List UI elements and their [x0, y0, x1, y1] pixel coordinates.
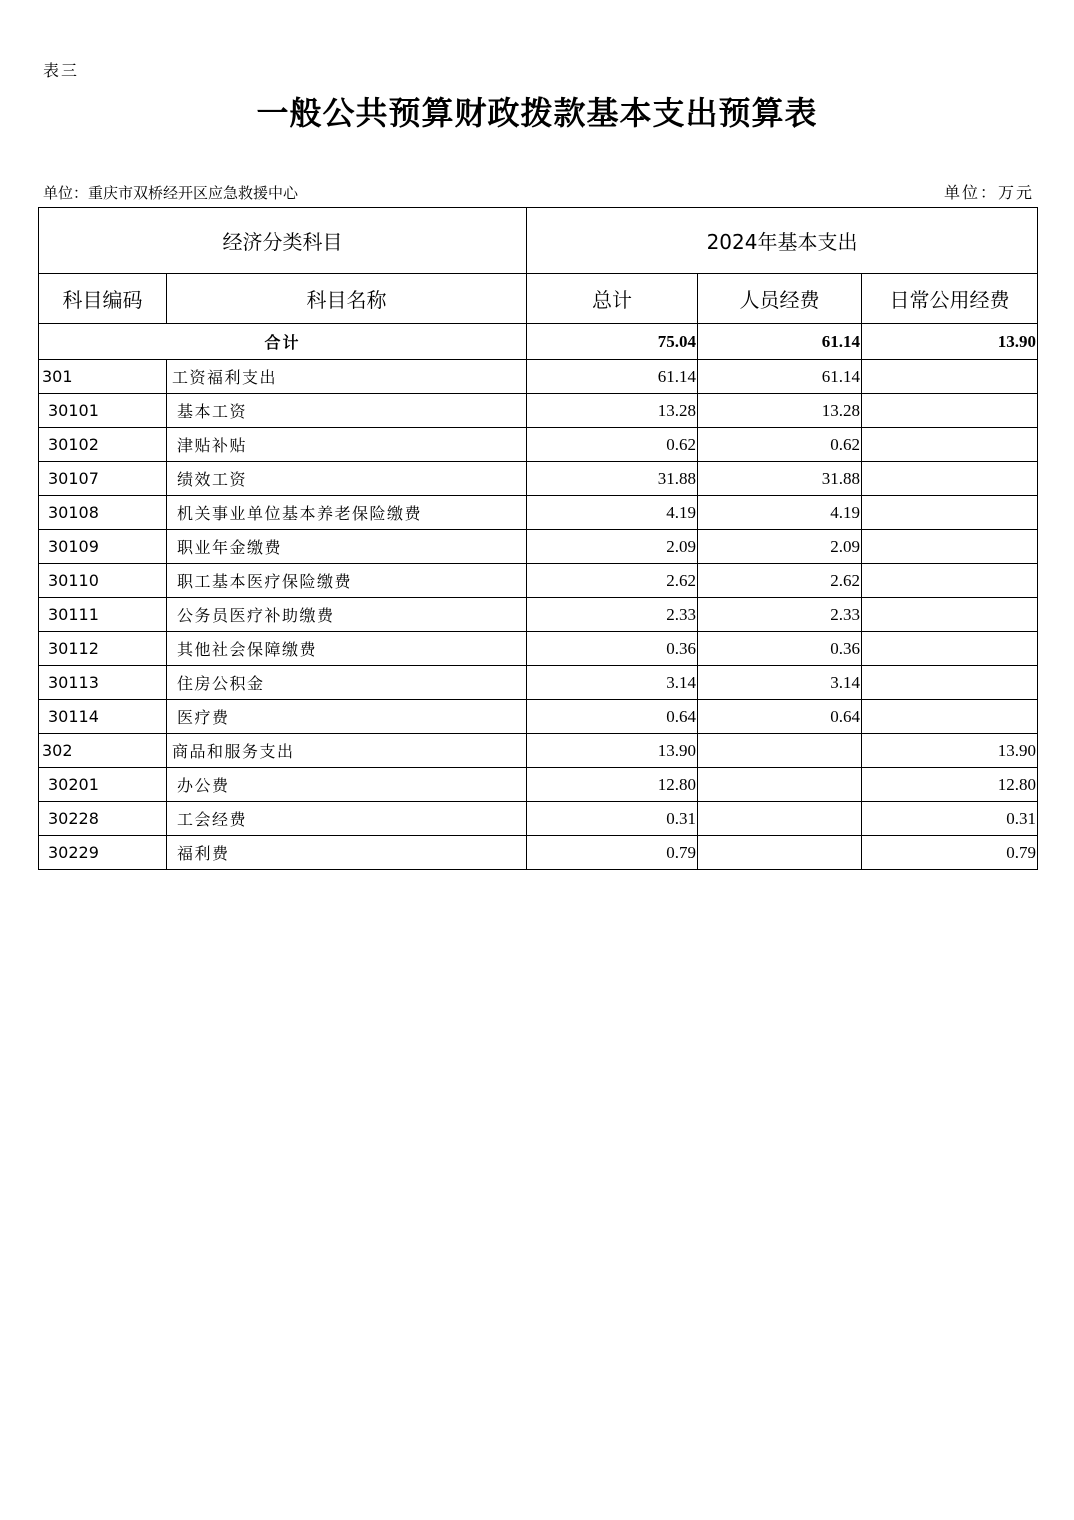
total-public: 13.90	[862, 324, 1038, 360]
table-row	[39, 530, 1038, 564]
row-code: 30113	[39, 666, 167, 700]
unit-currency: 单位：万元	[943, 183, 1034, 202]
row-public	[862, 496, 1038, 530]
table-row	[39, 462, 1038, 496]
row-name: 办公费	[167, 768, 527, 802]
row-name: 公务员医疗补助缴费	[167, 598, 527, 632]
row-code: 30110	[39, 564, 167, 598]
row-total: 2.09	[527, 530, 698, 564]
row-total: 0.64	[527, 700, 698, 734]
row-public: 0.31	[862, 802, 1038, 836]
row-total: 0.79	[527, 836, 698, 870]
row-total: 13.90	[527, 734, 698, 768]
header-total: 总计	[527, 274, 698, 324]
row-personnel: 13.28	[698, 394, 862, 428]
table-row	[39, 632, 1038, 666]
row-personnel: 0.36	[698, 632, 862, 666]
row-code: 30102	[39, 428, 167, 462]
row-personnel: 2.62	[698, 564, 862, 598]
row-personnel	[698, 768, 862, 802]
total-row	[39, 324, 1038, 360]
table-row	[39, 768, 1038, 802]
row-public	[862, 394, 1038, 428]
row-name: 医疗费	[167, 700, 527, 734]
row-name: 绩效工资	[167, 462, 527, 496]
total-sum: 75.04	[527, 324, 698, 360]
header-column-row	[39, 274, 1038, 324]
row-total: 61.14	[527, 360, 698, 394]
table-row	[39, 598, 1038, 632]
row-name: 基本工资	[167, 394, 527, 428]
row-public	[862, 598, 1038, 632]
row-name: 工会经费	[167, 802, 527, 836]
row-name: 其他社会保障缴费	[167, 632, 527, 666]
row-total: 0.62	[527, 428, 698, 462]
table-row	[39, 666, 1038, 700]
row-public	[862, 700, 1038, 734]
row-public	[862, 666, 1038, 700]
table-row	[39, 394, 1038, 428]
unit-organization: 单位：重庆市双桥经开区应急救援中心	[43, 184, 299, 202]
row-personnel: 2.09	[698, 530, 862, 564]
row-personnel: 4.19	[698, 496, 862, 530]
table-row	[39, 428, 1038, 462]
table-row	[39, 360, 1038, 394]
table-number: 表三	[43, 61, 80, 80]
header-basic-expenditure: 2024年基本支出	[527, 208, 1038, 274]
row-public: 13.90	[862, 734, 1038, 768]
header-personnel: 人员经费	[698, 274, 862, 324]
row-code: 30229	[39, 836, 167, 870]
row-code: 30101	[39, 394, 167, 428]
row-name: 津贴补贴	[167, 428, 527, 462]
row-code: 302	[39, 734, 167, 768]
header-group-row	[39, 208, 1038, 274]
table-row	[39, 836, 1038, 870]
row-code: 30228	[39, 802, 167, 836]
row-personnel: 0.62	[698, 428, 862, 462]
table-row	[39, 700, 1038, 734]
row-public: 12.80	[862, 768, 1038, 802]
header-public: 日常公用经费	[862, 274, 1038, 324]
row-code: 30201	[39, 768, 167, 802]
row-total: 4.19	[527, 496, 698, 530]
row-personnel	[698, 734, 862, 768]
row-total: 13.28	[527, 394, 698, 428]
page-title: 一般公共预算财政拨款基本支出预算表	[256, 94, 818, 132]
row-personnel	[698, 802, 862, 836]
row-name: 福利费	[167, 836, 527, 870]
table-row	[39, 734, 1038, 768]
row-name: 工资福利支出	[167, 360, 527, 394]
row-code: 30107	[39, 462, 167, 496]
row-public	[862, 462, 1038, 496]
row-name: 商品和服务支出	[167, 734, 527, 768]
table-row	[39, 496, 1038, 530]
row-public	[862, 428, 1038, 462]
row-public: 0.79	[862, 836, 1038, 870]
header-code: 科目编码	[39, 274, 167, 324]
row-total: 0.31	[527, 802, 698, 836]
total-personnel: 61.14	[698, 324, 862, 360]
row-personnel	[698, 836, 862, 870]
row-code: 30108	[39, 496, 167, 530]
row-personnel: 31.88	[698, 462, 862, 496]
row-code: 30112	[39, 632, 167, 666]
row-public	[862, 632, 1038, 666]
row-name: 职业年金缴费	[167, 530, 527, 564]
row-personnel: 3.14	[698, 666, 862, 700]
row-total: 3.14	[527, 666, 698, 700]
header-name: 科目名称	[167, 274, 527, 324]
row-public	[862, 530, 1038, 564]
row-personnel: 2.33	[698, 598, 862, 632]
row-total: 0.36	[527, 632, 698, 666]
row-code: 301	[39, 360, 167, 394]
row-public	[862, 564, 1038, 598]
row-total: 31.88	[527, 462, 698, 496]
row-total: 12.80	[527, 768, 698, 802]
row-personnel: 61.14	[698, 360, 862, 394]
row-code: 30109	[39, 530, 167, 564]
header-economic-classification: 经济分类科目	[39, 208, 527, 274]
row-name: 机关事业单位基本养老保险缴费	[167, 496, 527, 530]
row-personnel: 0.64	[698, 700, 862, 734]
total-label: 合计	[39, 324, 527, 360]
row-total: 2.33	[527, 598, 698, 632]
row-public	[862, 360, 1038, 394]
budget-table	[38, 207, 1038, 870]
row-total: 2.62	[527, 564, 698, 598]
table-row	[39, 564, 1038, 598]
row-name: 职工基本医疗保险缴费	[167, 564, 527, 598]
row-code: 30111	[39, 598, 167, 632]
table-row	[39, 802, 1038, 836]
row-name: 住房公积金	[167, 666, 527, 700]
row-code: 30114	[39, 700, 167, 734]
